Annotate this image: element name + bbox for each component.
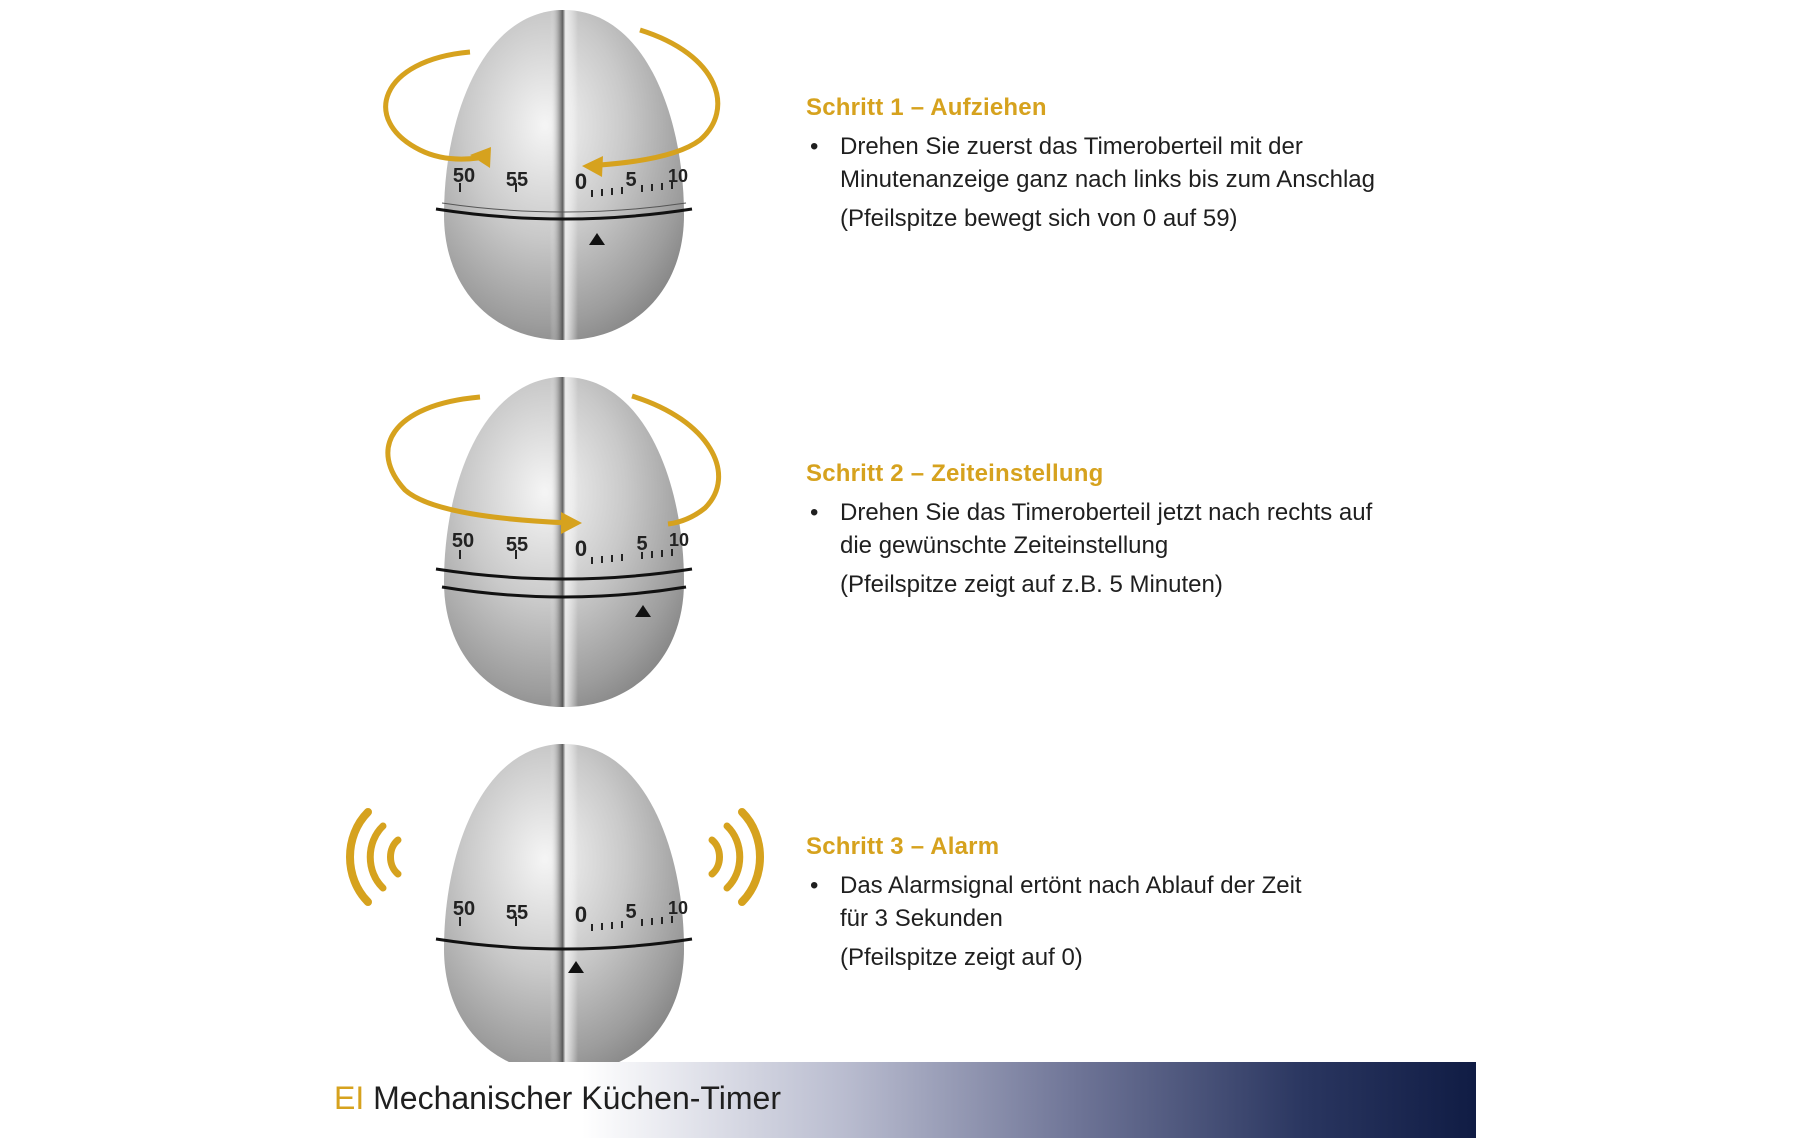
footer-title-text: Mechanischer Küchen-Timer — [373, 1080, 781, 1116]
egg-timer-3 — [436, 744, 692, 1074]
step-1-bullet-line-1: Drehen Sie zuerst das Timeroberteil mit der — [840, 133, 1303, 160]
dial-label-5: 5 — [636, 533, 648, 555]
dial-label-50: 50 — [451, 530, 475, 552]
step-2-bullet — [806, 496, 1506, 562]
step-3-bullet-line-2: für 3 Sekunden — [840, 905, 1003, 932]
egg-timer-1 — [436, 10, 692, 340]
step-1-note: (Pfeilspitze bewegt sich von 0 auf 59) — [840, 205, 1238, 232]
dial-label-0: 0 — [574, 902, 588, 927]
dial-label-55: 55 — [505, 534, 529, 556]
dial-label-0: 0 — [574, 536, 588, 561]
egg-timer-2 — [436, 377, 692, 707]
sound-wave-left-icon — [350, 812, 398, 902]
dial-label-10: 10 — [668, 530, 690, 550]
dial-label-10: 10 — [667, 166, 689, 186]
dial-label-5: 5 — [625, 169, 637, 191]
step-3-bullet — [806, 869, 1506, 935]
step-2-list — [806, 496, 1506, 562]
step-1 — [806, 94, 1506, 235]
step-3-title: Schritt 3 – Alarm — [806, 833, 1000, 860]
footer-title — [334, 1080, 781, 1117]
step-3-bullet-line-1: Das Alarmsignal ertönt nach Ablauf der Zeit — [840, 872, 1302, 899]
dial-label-0: 0 — [574, 169, 588, 194]
dial-label-55: 55 — [505, 902, 529, 924]
dial-label-5: 5 — [625, 901, 637, 923]
step-2-bullet-line-1: Drehen Sie das Timeroberteil jetzt nach rechts auf — [840, 499, 1373, 526]
step-3-note: (Pfeilspitze zeigt auf 0) — [840, 944, 1083, 971]
step-2-bullet-line-2: die gewünschte Zeiteinstellung — [840, 532, 1169, 559]
dial-label-50: 50 — [452, 898, 476, 920]
dial-label-55: 55 — [505, 169, 529, 191]
dial-label-50: 50 — [452, 165, 476, 187]
step-2 — [806, 460, 1506, 601]
step-3-list — [806, 869, 1506, 935]
step-1-title: Schritt 1 – Aufziehen — [806, 94, 1047, 121]
step-1-bullet-line-2: Minutenanzeige ganz nach links bis zum Anschlag — [840, 166, 1375, 193]
dial-label-10: 10 — [667, 898, 689, 918]
step-1-list — [806, 130, 1506, 196]
footer-accent-word: EI — [334, 1080, 365, 1116]
step-2-title: Schritt 2 – Zeiteinstellung — [806, 460, 1104, 487]
step-3 — [806, 833, 1506, 974]
step-2-note: (Pfeilspitze zeigt auf z.B. 5 Minuten) — [840, 571, 1223, 598]
step-1-bullet — [806, 130, 1506, 196]
sound-wave-right-icon — [712, 812, 760, 902]
